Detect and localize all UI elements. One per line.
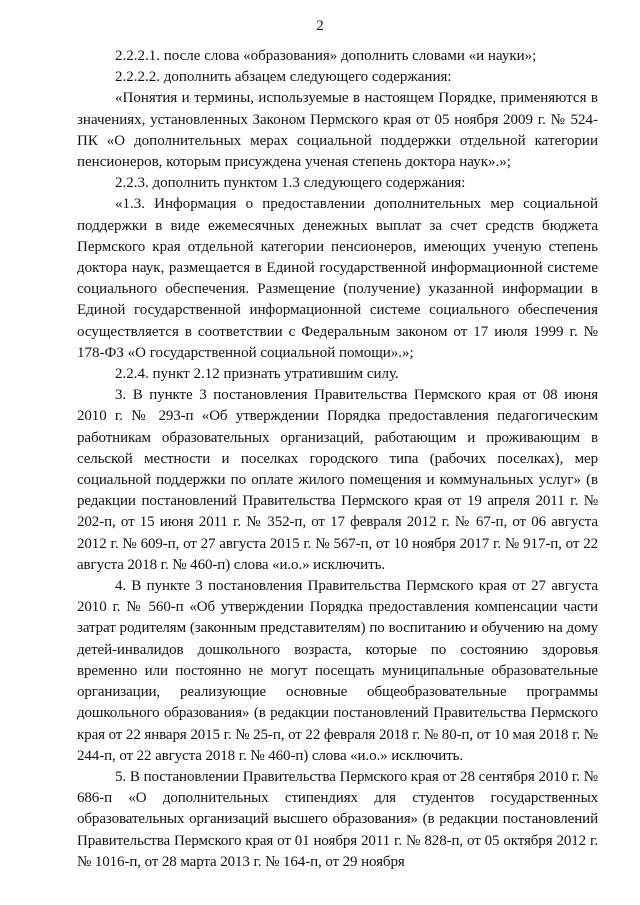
paragraph-2-2-3: 2.2.3. дополнить пунктом 1.3 следующего содержания: xyxy=(115,175,466,192)
paragraph-2-2-2-2: 2.2.2.2. дополнить абзацем следующего содержания: xyxy=(115,69,452,86)
paragraph-2-2-4: 2.2.4. пункт 2.12 признать утратившим силу. xyxy=(115,366,399,383)
paragraph-quote-1-3: «1.3. Информация о предоставлении дополнительных мер социальной поддержки в виде ежемесячных денежных выплат за счет средств бюджета Пермского края отдельной категории пенсионеров, имеющих ученую степень доктора наук, размещается в Единой государственной информационной системе социального обеспечения. Размещение (получение) указанной информации в Единой государственной информационной системе социального обеспечения осуществляется в соответствии с Федеральным законом от 17 июля 1999 г. № 178-ФЗ «О государственной социальной помощи».»; xyxy=(77,196,598,361)
paragraph-2-2-2-1: 2.2.2.1. после слова «образования» дополнить словами «и науки»; xyxy=(115,48,537,64)
document-body xyxy=(77,46,598,873)
paragraph-quote-concepts: «Понятия и термины, используемые в настоящем Порядке, применяются в значениях, установленных Законом Пермского края от 05 ноября 2009 г. № 524-ПК «О дополнительных мерах социальной поддержки отдельной категории пенсионеров, которым присуждена ученая степень доктора наук».»; xyxy=(77,90,598,171)
page-number: 2 xyxy=(316,18,324,34)
paragraph-item-4: 4. В пункте 3 постановления Правительства Пермского края от 27 августа 2010 г. № 560-п «Об утверждении Порядка предоставления компенсации части затрат родителям (законным представителям) по воспитанию и обучению на дому детей-инвалидов дошкольного возраста, которые по состоянию здоровья временно или постоянно не могут посещать муниципальные образовательные организации, реализующие основные общеобразовательные программы дошкольного образования» (в редакции постановлений Правительства Пермского края от 22 января 2015 г. № 25-п, от 22 февраля 2018 г. № 80-п, от 10 мая 2018 г. № 244-п, от 22 августа 2018 г. № 460-п) слова «и.о.» исключить. xyxy=(77,578,598,764)
paragraph-item-5: 5. В постановлении Правительства Пермского края от 28 сентября 2010 г. № 686-п «О дополнительных стипендиях для студентов государственных образовательных организаций высшего образования» (в редакции постановлений Правительства Пермского края от 01 ноября 2011 г. № 828-п, от 05 октября 2012 г. № 1016-п, от 28 марта 2013 г. № 164-п, от 29 ноября xyxy=(77,768,598,870)
paragraph-item-3: 3. В пункте 3 постановления Правительства Пермского края от 08 июня 2010 г. № 293-п «Об утверждении Порядка предоставления педагогическим работникам образовательных организаций, работающим и проживающим в сельской местности и поселках городского типа (рабочих поселках), мер социальной поддержки по оплате жилого помещения и коммунальных услуг» (в редакции постановлений Правительства Пермского края от 19 апреля 2011 г. № 202-п, от 15 июня 2011 г. № 352-п, от 17 февраля 2012 г. № 67-п, от 06 августа 2012 г. № 609-п, от 27 августа 2015 г. № 567-п, от 10 ноября 2017 г. № 917-п, от 22 августа 2018 г. № 460-п) слова «и.о.» исключить. xyxy=(77,387,598,573)
